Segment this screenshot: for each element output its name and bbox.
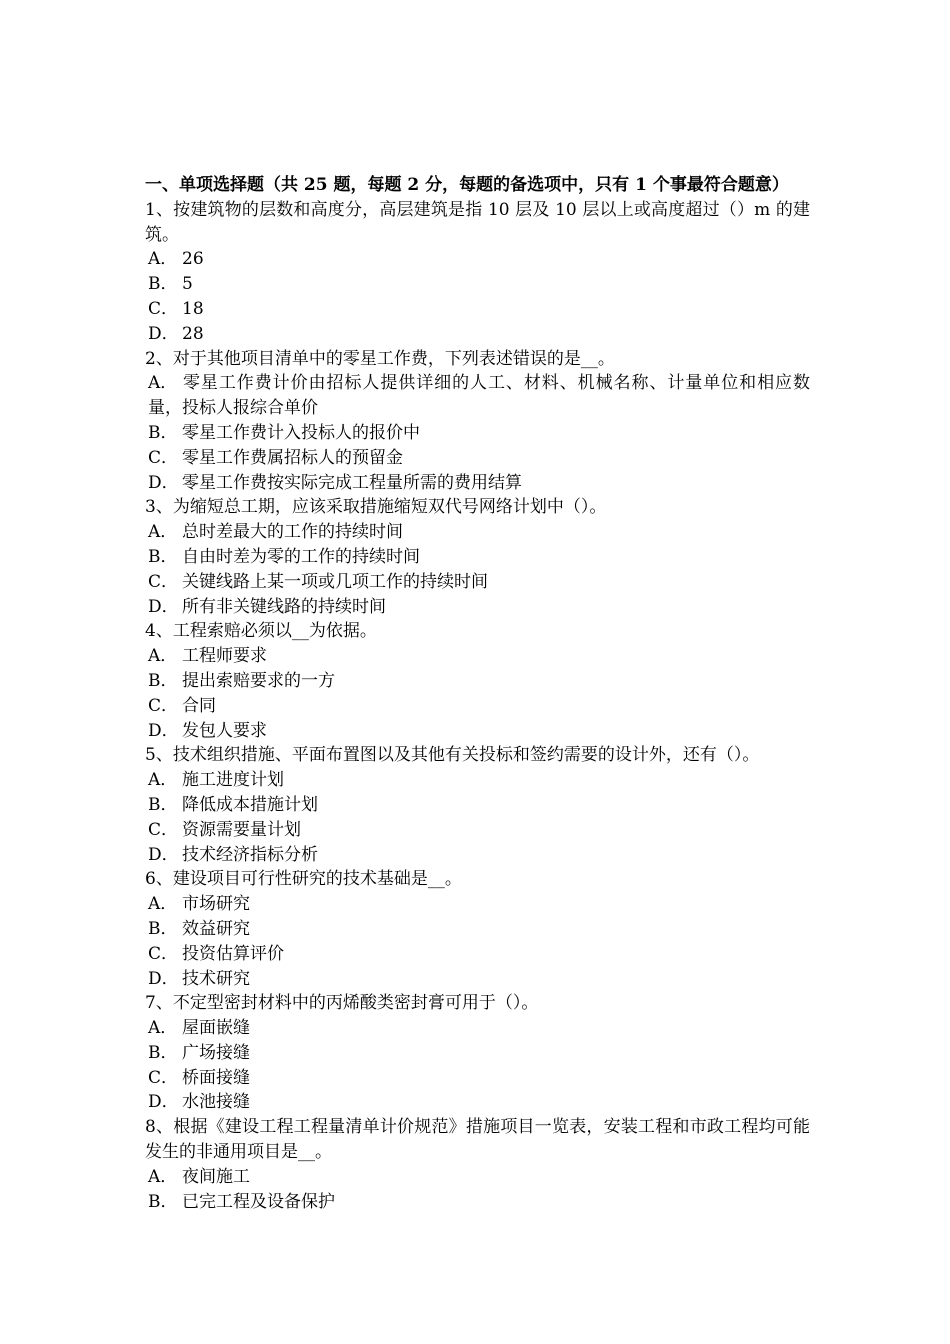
option-text: 零星工作费计入投标人的报价中 [182,422,420,443]
question-block [145,347,810,496]
option-text: 总时差最大的工作的持续时间 [182,522,403,543]
answer-option [145,942,810,967]
answer-option [145,520,810,545]
option-letter: D． [148,596,179,617]
option-letter: D． [148,844,179,865]
option-letter: A． [148,770,178,791]
option-letter: A． [148,1166,178,1187]
question-text: 8、根据《建设工程工程量清单计价规范》措施项目一览表，安装工程和市政工程均可能发生的非通用项目是__。 [145,1117,810,1163]
option-text: 已完工程及设备保护 [182,1191,335,1212]
answer-option [145,446,810,471]
option-letter: C． [148,447,179,468]
document-body [145,173,810,1214]
question-text: 3、为缩短总工期，应该采取措施缩短双代号网络计划中（）。 [145,497,607,518]
answer-option [145,818,810,843]
option-text: 关键线路上某一项或几项工作的持续时间 [182,571,488,592]
option-letter: A． [148,522,178,543]
question-text: 2、对于其他项目清单中的零星工作费，下列表述错误的是__。 [145,348,615,369]
answer-option [145,917,810,942]
question-block [145,198,810,347]
option-letter: B． [148,1191,178,1212]
option-text: 技术经济指标分析 [182,844,318,865]
option-text: 26 [182,249,204,270]
answer-option [145,1066,810,1091]
answer-option [145,322,810,347]
question-text: 4、工程索赔必须以__为依据。 [145,621,377,642]
question-block [145,991,810,1115]
option-letter: C． [148,943,179,964]
question-block [145,495,810,619]
option-text: 广场接缝 [182,1042,250,1063]
option-letter: D． [148,472,179,493]
option-text: 资源需要量计划 [182,819,301,840]
answer-option [145,570,810,595]
answer-option [145,694,810,719]
option-letter: A． [148,249,178,270]
option-letter: D． [148,1092,179,1113]
answer-option [145,1041,810,1066]
option-text: 5 [182,274,193,295]
section-title: 一、单项选择题（共 25 题，每题 2 分，每题的备选项中，只有 1 个事最符合题意） [145,175,789,195]
option-letter: A． [148,1018,178,1039]
option-letter: D． [148,323,179,344]
option-text: 28 [182,323,204,344]
option-letter: A． [148,894,178,915]
question-block [145,867,810,991]
option-letter: B． [148,546,178,567]
answer-option [145,1165,810,1190]
option-text: 提出索赔要求的一方 [182,670,335,691]
option-text: 零星工作费按实际完成工程量所需的费用结算 [182,472,522,493]
option-letter: B． [148,422,178,443]
answer-option [145,421,810,446]
option-text: 水池接缝 [182,1092,250,1113]
answer-option [145,545,810,570]
answer-option [145,644,810,669]
option-letter: D． [148,968,179,989]
option-text: 发包人要求 [182,720,267,741]
answer-option [145,471,810,496]
option-text: 合同 [182,695,216,716]
answer-option [145,967,810,992]
question-block [145,619,810,743]
option-text: 所有非关键线路的持续时间 [182,596,386,617]
option-letter: B． [148,670,178,691]
answer-option [145,1090,810,1115]
answer-option [145,768,810,793]
answer-option [145,1016,810,1041]
answer-option [145,595,810,620]
option-text: 效益研究 [182,918,250,939]
option-text: 工程师要求 [182,646,267,667]
question-text: 1、按建筑物的层数和高度分，高层建筑是指 10 层及 10 层以上或高度超过（）m 的建筑。 [145,199,810,245]
question-text: 6、建设项目可行性研究的技术基础是__。 [145,869,462,890]
option-letter: D． [148,720,179,741]
option-text: 桥面接缝 [182,1067,250,1088]
option-letter: B． [148,1042,178,1063]
option-letter: C． [148,819,179,840]
option-text: 投资估算评价 [182,943,284,964]
option-text: 屋面嵌缝 [182,1018,250,1039]
answer-option [145,892,810,917]
option-text: 零星工作费计价由招标人提供详细的人工、材料、机械名称、计量单位和相应数量，投标人报综合单价 [148,373,810,419]
answer-option [145,793,810,818]
option-text: 夜间施工 [182,1166,250,1187]
answer-option [145,1190,810,1215]
option-letter: C． [148,298,179,319]
option-letter: C． [148,571,179,592]
answer-option [145,272,810,297]
question-text: 5、技术组织措施、平面布置图以及其他有关投标和签约需要的设计外，还有（）。 [145,745,760,766]
option-letter: B． [148,794,178,815]
option-letter: C． [148,695,179,716]
question-block [145,743,810,867]
answer-option [145,719,810,744]
question-text: 7、不定型密封材料中的丙烯酸类密封膏可用于（）。 [145,993,539,1014]
option-text: 18 [182,298,204,319]
answer-option [145,669,810,694]
option-letter: A． [148,373,178,394]
option-text: 降低成本措施计划 [182,794,318,815]
answer-option [145,247,810,272]
answer-option [145,297,810,322]
option-letter: B． [148,274,178,295]
option-letter: B． [148,918,178,939]
option-letter: C． [148,1067,179,1088]
option-text: 自由时差为零的工作的持续时间 [182,546,420,567]
answer-option [145,371,810,421]
question-list [145,198,810,1215]
option-text: 市场研究 [182,894,250,915]
answer-option [145,843,810,868]
option-letter: A． [148,646,178,667]
option-text: 技术研究 [182,968,250,989]
question-block [145,1115,810,1214]
option-text: 零星工作费属招标人的预留金 [182,447,403,468]
option-text: 施工进度计划 [182,770,284,791]
